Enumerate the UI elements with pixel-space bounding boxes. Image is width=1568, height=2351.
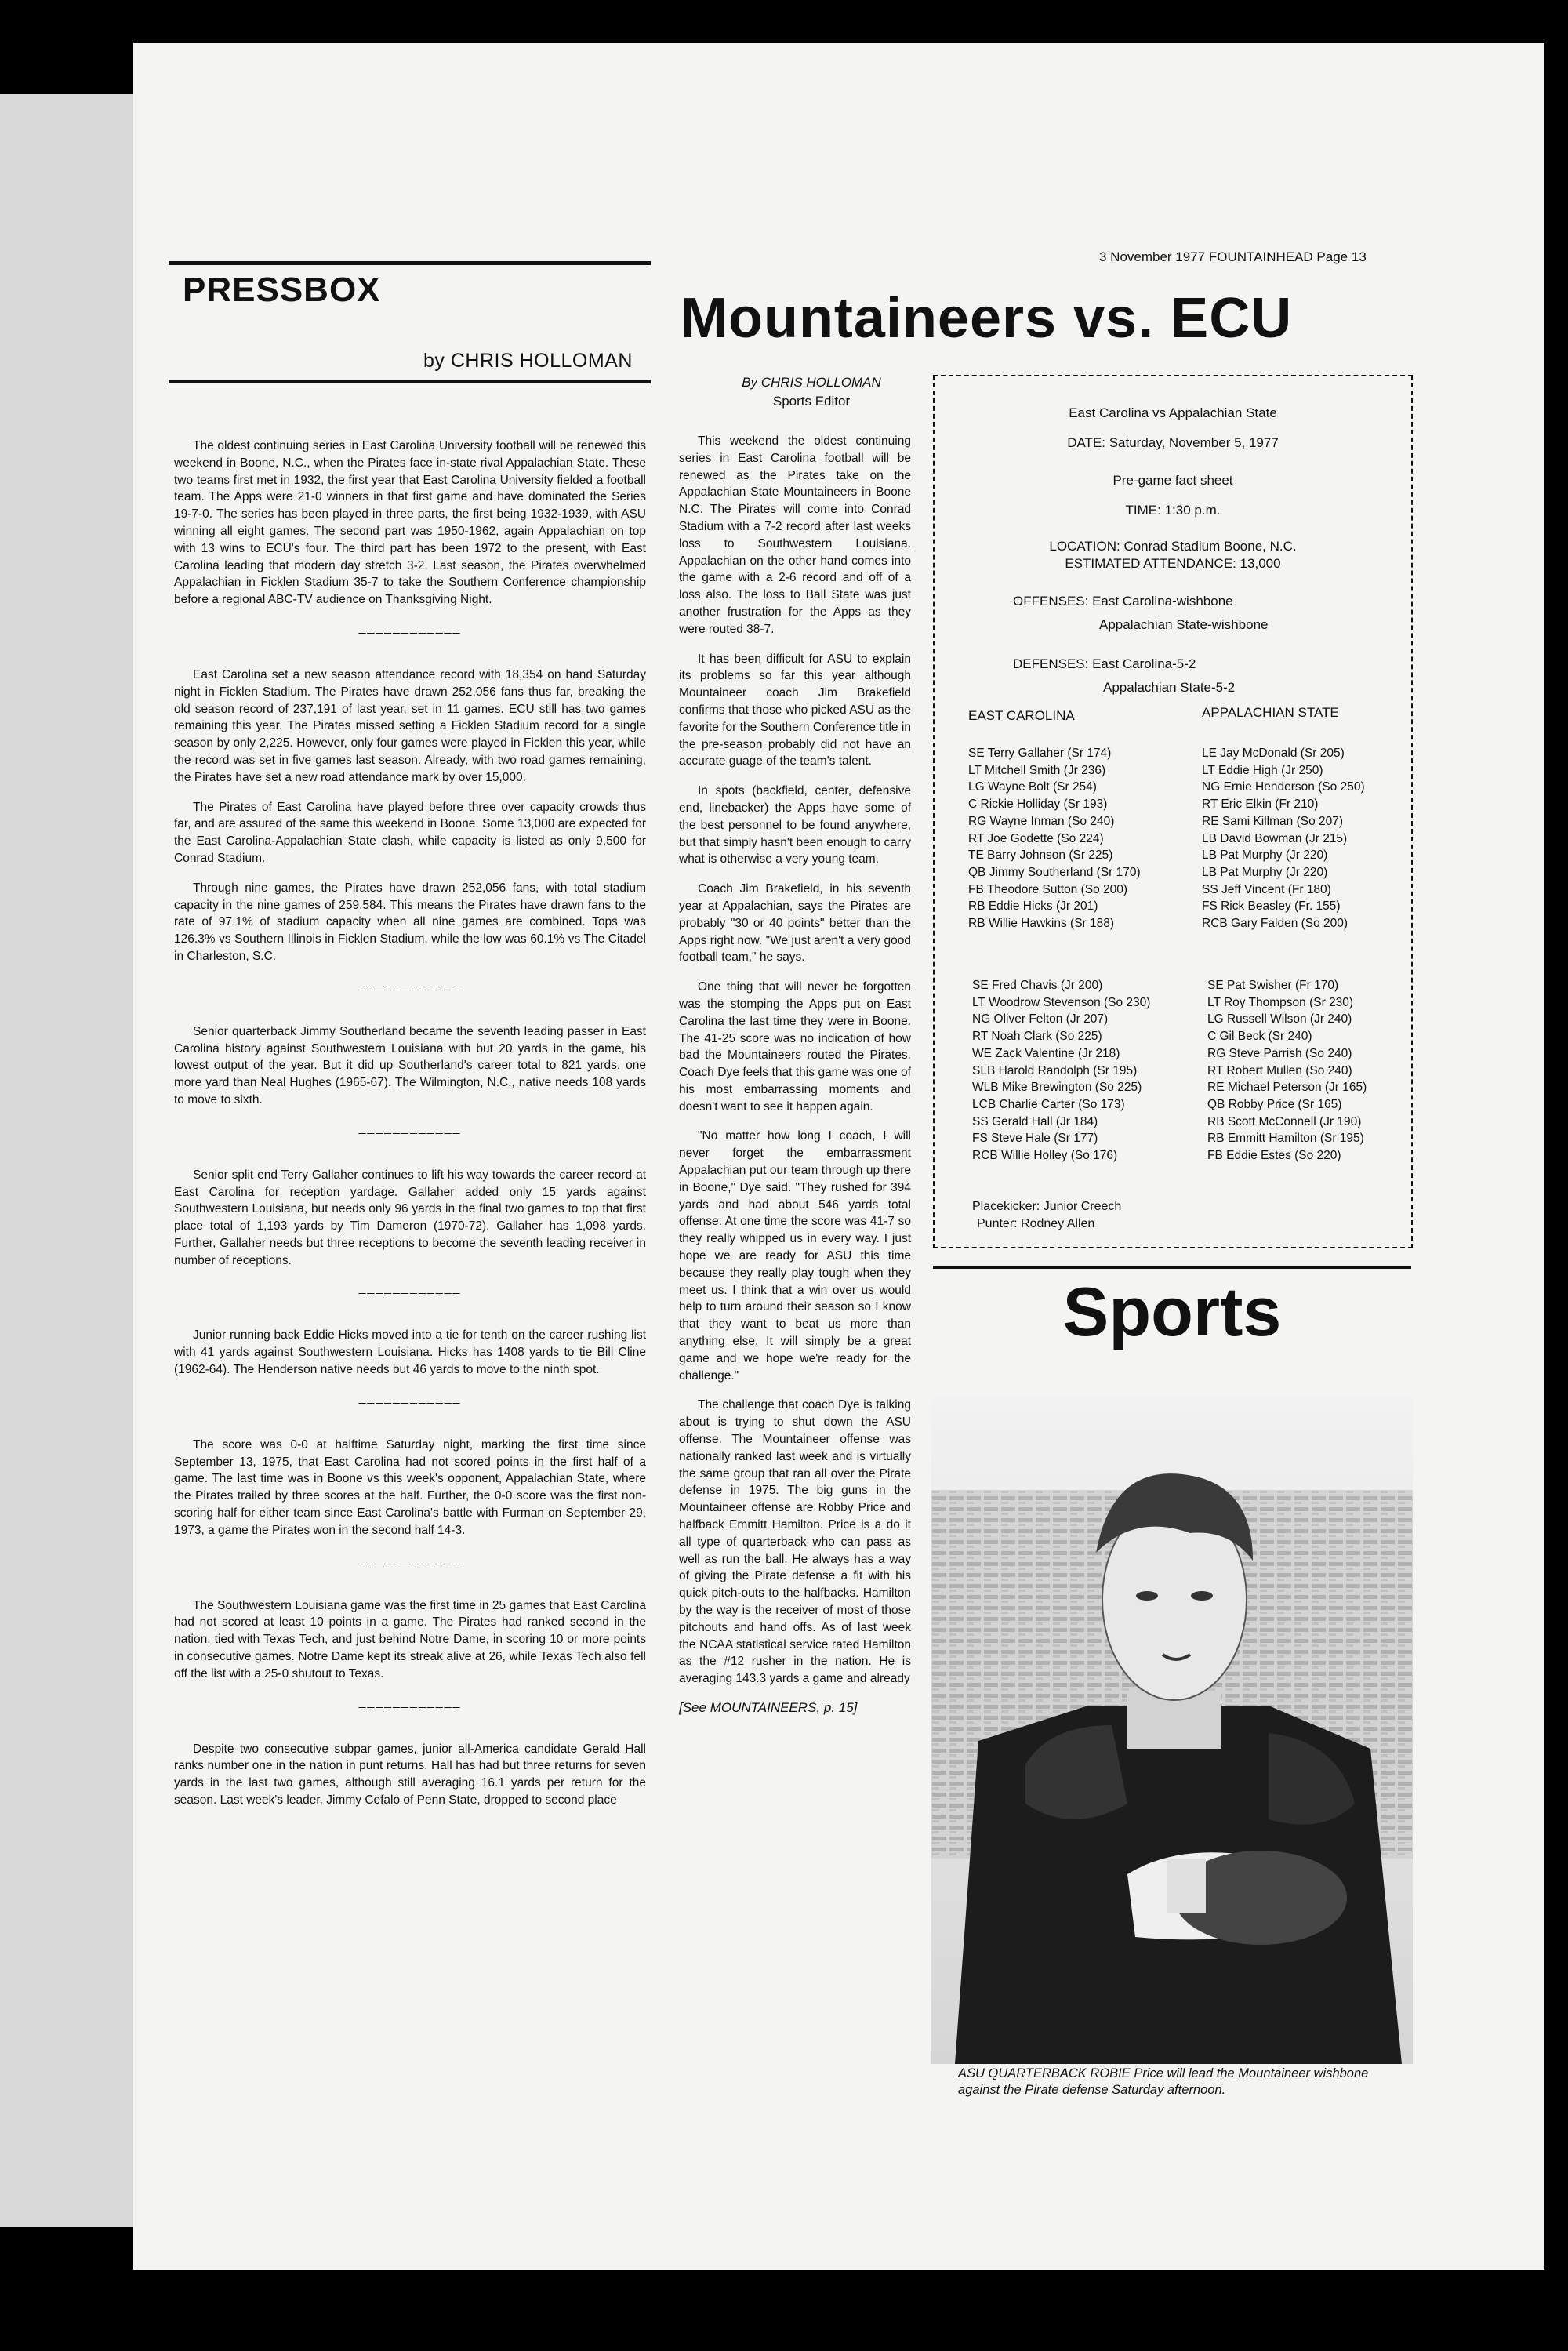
separator: ____________ [358, 1551, 462, 1565]
separator: ____________ [358, 1695, 462, 1709]
asu-defense-list [1202, 745, 1365, 932]
separator: ____________ [358, 620, 462, 634]
roster-entry: C Rickie Holliday (Sr 193) [968, 798, 1108, 812]
pressbox-paragraph: The oldest continuing series in East Carolina University football will be renewed this weekend in Boone, N.C., when the Pirates face in-state rival Appalachian State. These two teams first met in 1932, the first year that East Carolina University fielded a football team. The Apps were 21-0 winners in that first game and have dominated the Series 19-7-0. The series has been played in three parts, the first being 1932-1939, with ASU winning all eight games. The second part was 1950-1962, again Appalachian on top with 13 wins to ECU's four. The third part has been 1972 to the present, with East Carolina leading that modern day stretch 3-2. Last season, the Pirates overwhelmed Appalachian in Ficklen Stadium 35-7 to take the Southern Conference championship before a regional ABC-TV audience on Thanksgiving Night. [174, 439, 646, 607]
roster-entry: LCB Charlie Carter (So 173) [972, 1097, 1125, 1111]
roster-entry: LT Woodrow Stevenson (So 230) [972, 995, 1151, 1009]
roster-entry: WE Zack Valentine (Jr 218) [972, 1046, 1120, 1060]
separator: ____________ [358, 1281, 462, 1295]
roster-entry: LT Roy Thompson (Sr 230) [1207, 995, 1354, 1009]
page-header: 3 November 1977 FOUNTAINHEAD Page 13 [1099, 249, 1367, 264]
roster-entry: RCB Gary Falden (So 200) [1202, 917, 1348, 931]
roster-entry: LG Wayne Bolt (Sr 254) [968, 780, 1097, 794]
pressbox-bottom-rule [169, 380, 651, 383]
roster-entry: FS Steve Hale (Sr 177) [972, 1132, 1098, 1146]
fact-offenses [1013, 590, 1268, 699]
roster-entry: LT Mitchell Smith (Jr 236) [968, 763, 1106, 777]
fact-defenses-asu: Appalachian State-5-2 [1103, 680, 1236, 695]
roster-entry: RG Wayne Inman (So 240) [968, 814, 1115, 828]
facing-page-edge [0, 94, 141, 2227]
pressbox-paragraph: The Pirates of East Carolina have played before three over capacity crowds thus far, and are assured of the same this weekend in Boone. Some 13,000 are expected for the East Carolina-Appalachian State clash, while capacity is listed as only 9,500 for Conrad Stadium. [174, 800, 646, 865]
pressbox-paragraph: Junior running back Eddie Hicks moved into a tie for tenth on the career rushing list with 41 yards against Southwestern Louisiana. Hicks has 1408 yards to tie Bill Cline (1962-64). The Henderson native needs but 46 yards to move to the ninth spot. [174, 1328, 646, 1377]
continuation-note: [See MOUNTAINEERS, p. 15] [679, 1699, 858, 1715]
roster-entry: SE Terry Gallaher (Sr 174) [968, 747, 1112, 760]
fact-sheet-meta [933, 398, 1413, 572]
pressbox-paragraph: East Carolina set a new season attendance record with 18,354 on hand Saturday night in Ficklen Stadium. The Pirates have drawn 252,056 fans thus far, breaking the old season record of 237,191 of last year, set in 11 games. ECU still has two games remaining this year. The Pirates missed setting a Ficklen Stadium record for a single season by only 2,225. However, only four games were played in Ficklen this year, while the record was set in five games last season. Already, with two road games remaining, the Pirates have set a new road attendance mark by over 15,000. [174, 667, 646, 784]
fact-attendance: ESTIMATED ATTENDANCE: 13,000 [1065, 556, 1281, 571]
roster-entry: SE Pat Swisher (Fr 170) [1207, 979, 1339, 992]
roster-entry: RB Emmitt Hamilton (Sr 195) [1207, 1132, 1364, 1146]
roster-entry: RE Sami Killman (So 207) [1202, 814, 1344, 828]
quarterback-photo [931, 1396, 1413, 2064]
article-column [679, 433, 911, 1716]
pressbox-paragraph: The Southwestern Louisiana game was the first time in 25 games that East Carolina had not scored at least 10 points in a game. The Pirates had ranked second in the nation, tied with Texas Tech, and just behind Notre Dame, in scoring 10 or more points in consecutive games. Notre Dame kept its streak alive at 26, while Texas Tech also fell off the list with a 25-0 shutout to Texas. [174, 1598, 646, 1681]
article-paragraph: One thing that will never be forgotten was the stomping the Apps put on East Carolina the last time they were in Boone. The 41-25 score was no indication of how bad the Mountaineers routed the Pirates. Coach Dye feels that this game was one of his most embarrassing moments and doesn't want to see it happen again. [679, 980, 911, 1114]
roster-entry: C Gil Beck (Sr 240) [1207, 1030, 1312, 1044]
pressbox-paragraph: Despite two consecutive subpar games, junior all-America candidate Gerald Hall ranks number one in the nation in punt returns. Hall has had but three returns for seven yards in the last two games, although still averaging 16.1 yards per return for the season. Last week's leader, Jimmy Cefalo of Penn State, dropped to second place [174, 1742, 646, 1808]
pressbox-top-rule [169, 261, 651, 265]
article-byline-role: Sports Editor [772, 394, 851, 409]
fact-offenses-asu: Appalachian State-wishbone [1099, 617, 1269, 632]
pressbox-byline: by CHRIS HOLLOMAN [423, 350, 633, 372]
roster-entry: RB Scott McConnell (Jr 190) [1207, 1114, 1362, 1128]
roster-entry: FS Rick Beasley (Fr. 155) [1202, 899, 1341, 914]
roster-entry: RT Eric Elkin (Fr 210) [1202, 798, 1319, 812]
pressbox-paragraph: Senior quarterback Jimmy Southerland became the seventh leading passer in East Carolina history against Southwestern Louisiana with but 20 yards in the game, his lowest output of the year. But it did up Southerland's career total to 821 yards, one more yard than Neal Hughes (1965-67). The Wilmington, N.C., native needs 108 yards to move to sixth. [174, 1024, 646, 1106]
roster-entry: RB Eddie Hicks (Jr 201) [968, 899, 1098, 914]
roster-entry: RT Noah Clark (So 225) [972, 1030, 1102, 1044]
asu-header: APPALACHIAN STATE [1202, 705, 1339, 720]
fact-location: LOCATION: Conrad Stadium Boone, N.C. [1049, 539, 1297, 554]
article-paragraph: This weekend the oldest continuing series in East Carolina football will be renewed as the Pirates take on the Appalachian State Mountaineers in Boone N.C. The Pirates will come into Conrad Stadium with a 7-2 record after last weeks loss to Southwestern Louisiana. Appalachian on the other hand comes into the game with a 2-6 record and off of a loss also. The loss to Ball State was just another frustration for the Apps as they were routed 38-7. [679, 434, 911, 636]
fact-time: TIME: 1:30 p.m. [1125, 503, 1221, 518]
roster-entry: RT Joe Godette (So 224) [968, 831, 1104, 845]
pressbox-title: PRESSBOX [183, 271, 381, 309]
article-paragraph: In spots (backfield, center, defensive end, linebacker) the Apps have some of the best personnel to be found anywhere, but that simply hasn't been enough to carry what is otherwise a very young team. [679, 784, 911, 867]
photo-caption: ASU QUARTERBACK ROBIE Price will lead the Mountaineer wishbone against the Pirate defense Saturday afternoon. [958, 2066, 1369, 2097]
separator: ____________ [358, 1121, 462, 1135]
fact-placekicker: Placekicker: Junior Creech [972, 1200, 1122, 1213]
roster-entry: SS Jeff Vincent (Fr 180) [1202, 882, 1331, 896]
roster-entry: LE Jay McDonald (Sr 205) [1202, 747, 1345, 760]
pressbox-column [174, 438, 646, 1822]
article-headline: Mountaineers vs. ECU [681, 287, 1293, 350]
ecu-offense-list [968, 745, 1141, 932]
roster-entry: WLB Mike Brewington (So 225) [972, 1081, 1142, 1095]
roster-entry: QB Robby Price (Sr 165) [1207, 1097, 1342, 1111]
roster-entry: FB Theodore Sutton (So 200) [968, 882, 1128, 896]
fact-matchup: East Carolina vs Appalachian State [1069, 405, 1277, 420]
pressbox-paragraph: Through nine games, the Pirates have drawn 252,056 fans, with total stadium capacity in the nine games of 259,584. This means the Pirates have drawn fans to the rate of 97.1% of stadium capacity when all nine games are combined. Tops was 126.3% vs Southern Illinois in Ficklen Stadium, while the low was 60.1% vs The Citadel in Charleston, S.C. [174, 881, 646, 963]
fact-defenses-ecu: DEFENSES: East Carolina-5-2 [1013, 656, 1196, 671]
sports-rule [933, 1266, 1411, 1269]
roster-entry: RG Steve Parrish (So 240) [1207, 1046, 1352, 1060]
ecu-defense-list [972, 977, 1150, 1165]
article-paragraph: "No matter how long I coach, I will never forget the embarrassment Appalachian put our team through up there in Boone," Dye said. "They rushed for 394 yards and had about 546 yards total offense. At one time the score was 41-7 so they really whipped us in every way. I just hope we are ready for ASU this time because they really play tough when they meet us. I think that a win over us would help to turn around their season so I know that they want to beat us more than anything else. It will simply be a great game and we hope we're ready for the challenge." [679, 1129, 911, 1383]
fact-title: Pre-game fact sheet [1112, 473, 1233, 488]
roster-entry: RE Michael Peterson (Jr 165) [1207, 1081, 1367, 1095]
roster-entry: LT Eddie High (Jr 250) [1202, 763, 1323, 777]
pressbox-paragraph: Senior split end Terry Gallaher continues to lift his way towards the career record at East Carolina for reception yardage. Gallaher added only 15 yards against Southwestern Louisiana, but needs only 96 yards in the final two games to top that first place total of 1,193 yards by Tim Dameron (1970-72). Gallaher has 1,098 yards. Further, Gallaher needs but three receptions to become the seventh leading receiver in number of receptions. [174, 1168, 646, 1267]
fact-kickers [972, 1198, 1121, 1233]
sports-heading: Sports [1062, 1273, 1282, 1350]
roster-entry: QB Jimmy Southerland (Sr 170) [968, 865, 1141, 879]
roster-entry: FB Eddie Estes (So 220) [1207, 1149, 1341, 1163]
fact-offenses-ecu: OFFENSES: East Carolina-wishbone [1013, 594, 1233, 609]
article-paragraph: It has been difficult for ASU to explain its problems so far this year although Mountaineer coach Jim Brakefield confirms that those who picked ASU as the favorite for the Southern Conference title in the pre-season probably did not have an accurate guage of the team's talent. [679, 652, 911, 769]
roster-entry: SLB Harold Randolph (Sr 195) [972, 1063, 1138, 1077]
roster-entry: LB David Bowman (Jr 215) [1202, 831, 1348, 845]
article-paragraph: The challenge that coach Dye is talking about is trying to shut down the ASU offense. The Mountaineer offense was nationally ranked last week and is virtually the same group that ran all over the Pirate defense in 1975. The big guns in the Mountaineer offense are Robby Price and halfback Emmitt Hamilton. Price is a do it all type of quarterback who can pass as well as run the ball. He always has a way of giving the Pirate defense a fit with his quick pitch-outs to the halfbacks. Hamilton by the way is the receiver of most of those pitchouts and hand offs. As of last week the NCAA statistical service rated Hamilton as the #12 rusher in the nation. He is averaging 143.3 yards a game and already [679, 1398, 911, 1686]
article-byline: By CHRIS HOLLOMAN [742, 375, 881, 390]
roster-entry: SE Fred Chavis (Jr 200) [972, 979, 1103, 992]
roster-entry: LG Russell Wilson (Jr 240) [1207, 1012, 1352, 1027]
article-paragraph: Coach Jim Brakefield, in his seventh year at Appalachian, says the Pirates are probably "30 or 40 points" better than the Apps right now. "We just aren't a very good football team," he says. [679, 882, 911, 965]
fact-punter: Punter: Rodney Allen [977, 1217, 1095, 1230]
roster-entry: LB Pat Murphy (Jr 220) [1202, 848, 1328, 863]
roster-entry: RB Willie Hawkins (Sr 188) [968, 917, 1115, 931]
roster-entry: NG Ernie Henderson (So 250) [1202, 780, 1365, 794]
roster-entry: NG Oliver Felton (Jr 207) [972, 1012, 1109, 1027]
fact-date: DATE: Saturday, November 5, 1977 [1067, 435, 1279, 450]
ecu-header: EAST CAROLINA [968, 708, 1075, 723]
roster-entry: RT Robert Mullen (So 240) [1207, 1063, 1352, 1077]
asu-offense-list [1207, 977, 1367, 1165]
roster-entry: TE Barry Johnson (Sr 225) [968, 848, 1113, 863]
separator: ____________ [358, 977, 462, 991]
roster-entry: RCB Willie Holley (So 176) [972, 1149, 1118, 1163]
pressbox-paragraph: The score was 0-0 at halftime Saturday night, marking the first time since September 13, 1975, that East Carolina had not scored points in the first half of a game. The last time was in Boone vs this week's opponent, Appalachian State, where the Pirates trailed by three scores at the half. Further, the 0-0 score was the first non-scoring half for either team since East Carolina's battle with Furman on September 29, 1973, a game the Pirates won in the second half 14-3. [174, 1437, 646, 1537]
roster-entry: LB Pat Murphy (Jr 220) [1202, 865, 1328, 879]
roster-entry: SS Gerald Hall (Jr 184) [972, 1114, 1098, 1128]
separator: ____________ [358, 1390, 462, 1404]
